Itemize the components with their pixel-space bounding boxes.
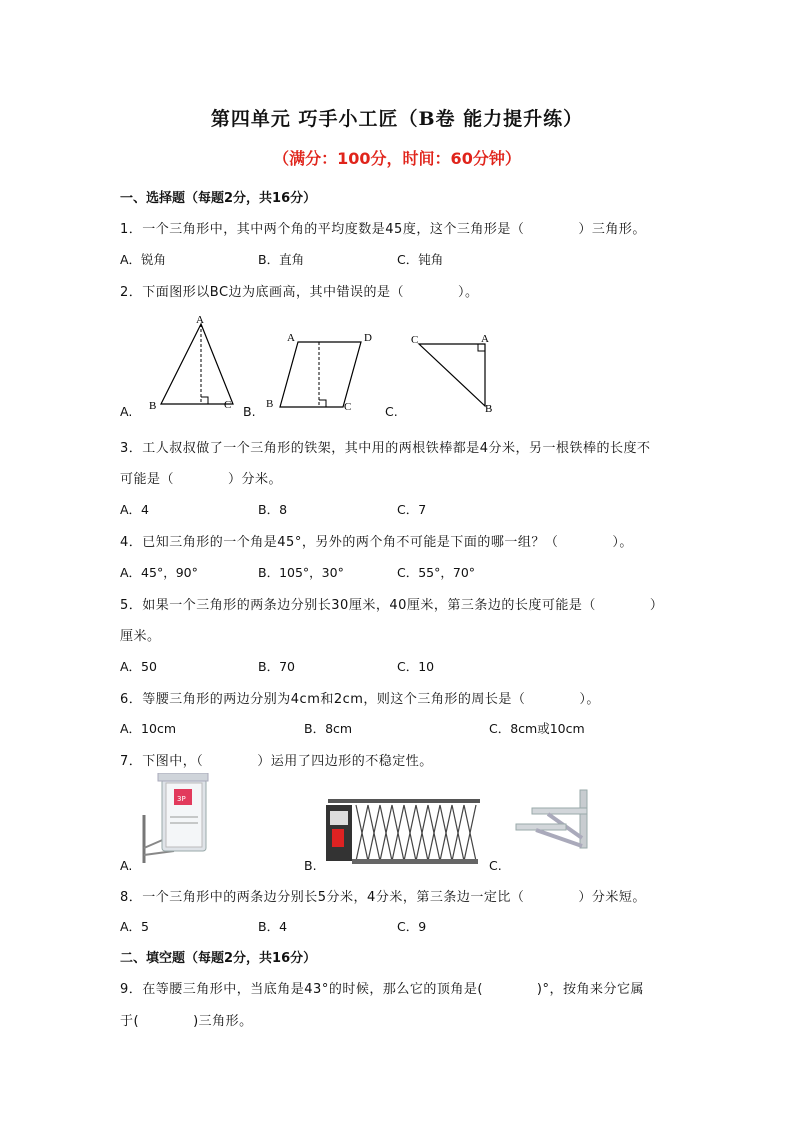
q1-option-a: A．锐角 — [120, 252, 167, 267]
q1-option-c: C．钝角 — [397, 252, 444, 267]
q2-option-b: B. — [243, 404, 256, 419]
question-9-line-2: 于( )三角形。 — [120, 1014, 253, 1029]
question-9-line-1: 9．在等腰三角形中，当底角是43°的时候，那么它的顶角是( )°，按角来分它属 — [120, 982, 644, 997]
label-b-fig-b: B — [266, 398, 274, 410]
label-a: A — [287, 332, 295, 344]
section-heading-fill: 二、填空题（每题2分，共16分） — [120, 951, 317, 966]
q8-option-c: C．9 — [397, 919, 427, 934]
q3-option-b: B．8 — [258, 502, 288, 517]
q5-option-c: C．10 — [397, 659, 435, 674]
q3-option-a: A．4 — [120, 502, 150, 517]
triangle-figure-a — [140, 310, 240, 420]
question-4: 4．已知三角形的一个角是45°，另外的两个角不可能是下面的哪一组？（ ）。 — [120, 535, 633, 550]
parallelogram-figure-b — [278, 326, 378, 420]
question-3-line-2: 可能是（ ）分米。 — [120, 472, 283, 487]
label-a: A — [481, 333, 489, 345]
q6-option-a: A．10cm — [120, 721, 177, 736]
q7-option-c: C. — [489, 858, 502, 873]
section-heading-choice: 一、选择题（每题2分，共16分） — [120, 191, 317, 206]
retractable-gate-image — [322, 795, 480, 867]
q8-option-b: B．4 — [258, 919, 288, 934]
q7-option-a: A. — [120, 858, 133, 873]
question-5-line-2: 厘米。 — [120, 629, 161, 644]
shelf-bracket-image — [512, 784, 622, 854]
question-8: 8．一个三角形中的两条边分别长5分米，4分米，第三条边一定比（ ）分米短。 — [120, 890, 646, 905]
q2-option-c: C. — [385, 404, 398, 419]
page-subtitle: （满分：100分，时间：60分钟） — [273, 149, 521, 168]
question-1: 1．一个三角形中，其中两个角的平均度数是45度，这个三角形是（ ）三角形。 — [120, 222, 646, 237]
label-b: B — [149, 400, 157, 412]
label-c: C — [224, 399, 232, 411]
q4-option-c: C．55°，70° — [397, 565, 476, 580]
wall-device-image — [134, 773, 214, 865]
page-title: 第四单元 巧手小工匠（B卷 能力提升练） — [210, 108, 584, 130]
question-7: 7．下图中，（ ）运用了四边形的不稳定性。 — [120, 754, 433, 769]
question-2: 2．下面图形以BC边为底画高，其中错误的是（ ）。 — [120, 285, 479, 300]
label-c: C — [344, 401, 352, 413]
right-triangle-figure-c — [405, 330, 505, 420]
q4-option-b: B．105°，30° — [258, 565, 344, 580]
q5-option-a: A．50 — [120, 659, 157, 674]
label-d: D — [364, 332, 372, 344]
device-label: 3P — [177, 795, 186, 803]
q6-option-c: C．8cm或10cm — [489, 721, 585, 736]
q8-option-a: A．5 — [120, 919, 150, 934]
question-5-line-1: 5．如果一个三角形的两条边分别长30厘米，40厘米，第三条边的长度可能是（ ） — [120, 598, 664, 613]
q2-option-a: A. — [120, 404, 133, 419]
label-b: B — [485, 403, 493, 415]
q7-option-b: B. — [304, 858, 317, 873]
q1-option-b: B．直角 — [258, 252, 305, 267]
q5-option-b: B．70 — [258, 659, 295, 674]
label-a: A — [196, 314, 204, 326]
q6-option-b: B．8cm — [304, 721, 353, 736]
question-3-line-1: 3．工人叔叔做了一个三角形的铁架，其中用的两根铁棒都是4分米，另一根铁棒的长度不 — [120, 441, 651, 456]
q3-option-c: C．7 — [397, 502, 427, 517]
q4-option-a: A．45°，90° — [120, 565, 198, 580]
label-c: C — [411, 334, 419, 346]
question-6: 6．等腰三角形的两边分别为4cm和2cm，则这个三角形的周长是（ ）。 — [120, 692, 600, 707]
